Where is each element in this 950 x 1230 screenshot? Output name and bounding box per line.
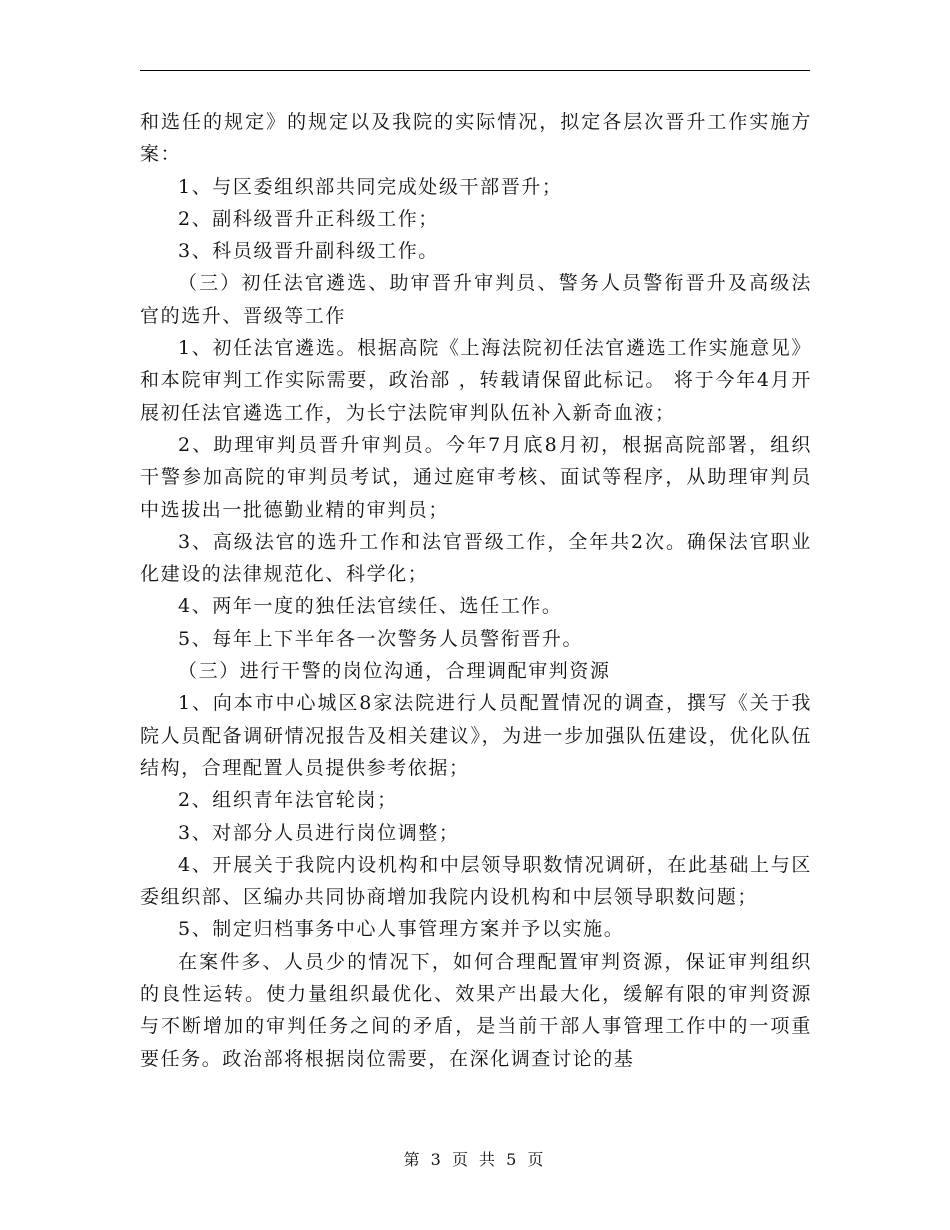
list-item: 2、副科级晋升正科级工作； (178, 207, 439, 230)
header-rule (140, 70, 810, 71)
list-item: 1、与区委组织部共同完成处级干部晋升； (178, 175, 563, 198)
list-item: 2、组织青年法官轮岗； (178, 789, 398, 812)
list-item: 5、每年上下半年各一次警务人员警衔晋升。 (178, 627, 584, 650)
paragraph: 和选任的规定》的规定以及我院的实际情况，拟定各层次晋升工作实施方案： (140, 111, 812, 166)
section-heading: （三）进行干警的岗位沟通，合理调配审判资源 (178, 660, 611, 683)
list-item: 2、助理审判员晋升审判员。今年7月底8月初，根据高院部署，组织干警参加高院的审判员考试，通过庭审考核、面试等程序，从助理审判员中选拔出一批德勤业精的审判员； (140, 433, 812, 521)
list-item: 3、对部分人员进行岗位调整； (178, 821, 460, 844)
document-body (140, 106, 812, 1075)
list-item: 1、初任法官遴选。根据高院《上海法院初任法官遴选工作实施意见》和本院审判工作实际需要，政治部 ，转载请保留此标记。 将于今年4月开展初任法官遴选工作，为长宁法院审判队伍补入新奇血液； (140, 337, 812, 424)
list-item: 5、制定归档事务中心人事管理方案并予以实施。 (178, 918, 625, 941)
list-item: 4、两年一度的独任法官续任、选任工作。 (178, 595, 563, 618)
list-item: 3、高级法官的选升工作和法官晋级工作，全年共2次。确保法官职业化建设的法律规范化、科学化； (140, 530, 812, 586)
list-item: 3、科员级晋升副科级工作。 (178, 240, 439, 263)
page-number-footer: 第 3 页 共 5 页 (403, 1150, 547, 1169)
list-item: 4、开展关于我院内设机构和中层领导职数情况调研，在此基础上与区委组织部、区编办共同协商增加我院内设机构和中层领导职数问题； (140, 853, 812, 909)
list-item: 1、向本市中心城区8家法院进行人员配置情况的调查，撰写《关于我院人员配备调研情况报告及相关建议》，为进一步加强队伍建设，优化队伍结构，合理配置人员提供参考依据； (140, 692, 812, 779)
section-heading: （三）初任法官遴选、助审晋升审判员、警务人员警衔晋升及高级法官的选升、晋级等工作 (140, 272, 812, 327)
paragraph: 在案件多、人员少的情况下，如何合理配置审判资源，保证审判组织的良性运转。使力量组织最优化、效果产出最大化，缓解有限的审判资源与不断增加的审判任务之间的矛盾，是当前干部人事管理工作中的一项重要任务。政治部将根据岗位需要，在深化调查讨论的基 (140, 950, 812, 1070)
